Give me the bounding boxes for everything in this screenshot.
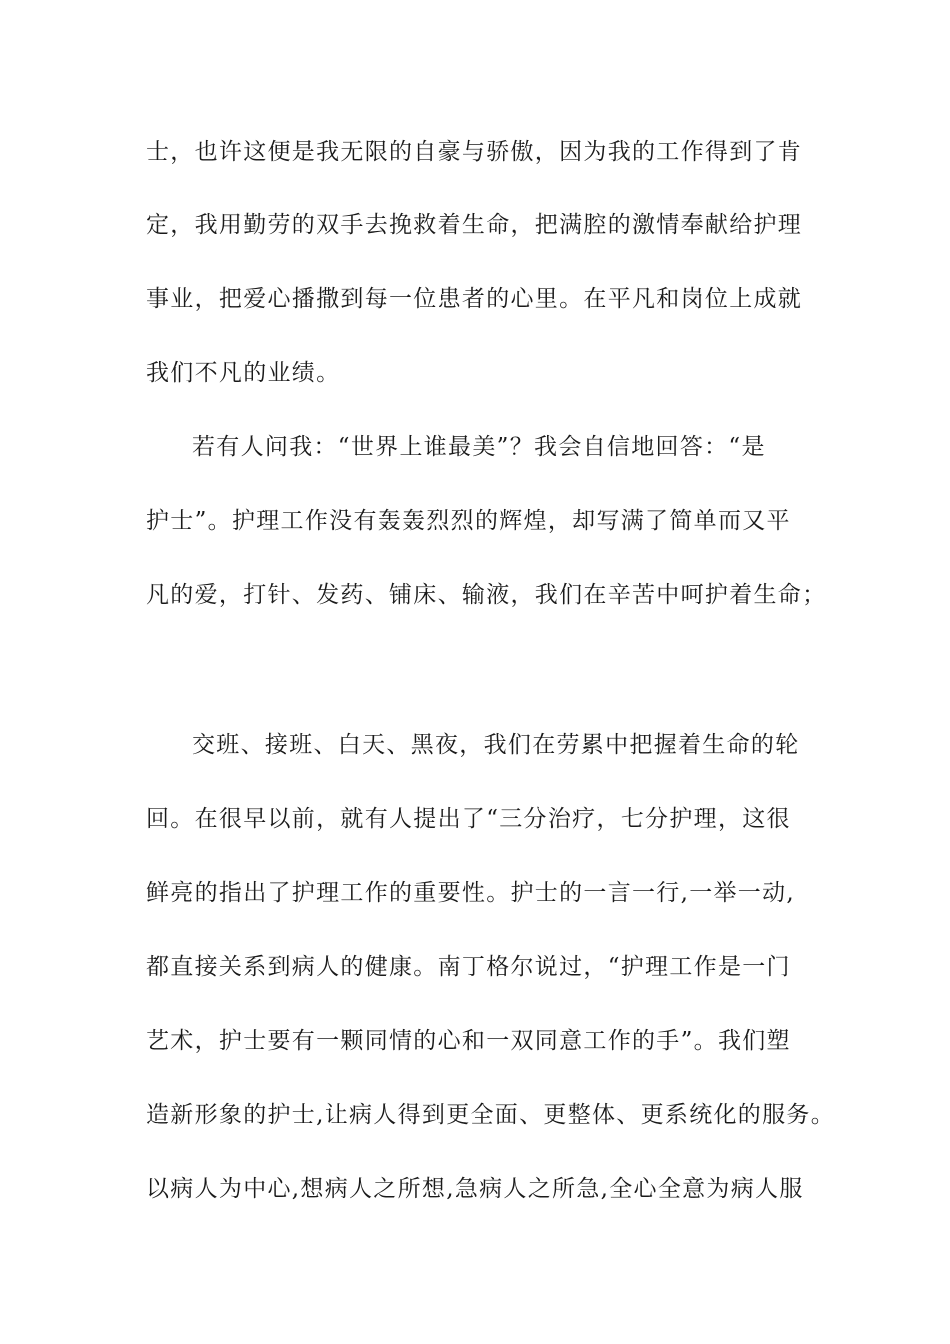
text-line: 凡的爱，打针、发药、铺床、输液，我们在辛苦中呵护着生命； (146, 582, 827, 608)
text-line: 定，我用勤劳的双手去挽救着生命，把满腔的激情奉献给护理 (146, 212, 803, 238)
text-line: 鲜亮的指出了护理工作的重要性。护士的一言一行,一举一动, (146, 880, 796, 906)
text-line: 艺术，护士要有一颗同情的心和一双同意工作的手”。我们塑 (146, 1028, 791, 1054)
text-line: 回。在很早以前，就有人提出了“三分治疗，七分护理，这很 (146, 806, 791, 832)
text-line: 都直接关系到病人的健康。南丁格尔说过，“护理工作是一门 (146, 954, 791, 980)
text-line: 造新形象的护士,让病人得到更全面、更整体、更系统化的服务。 (146, 1102, 836, 1128)
text-line: 以病人为中心,想病人之所想,急病人之所急,全心全意为病人服 (146, 1176, 804, 1202)
paragraph-start-line: 交班、接班、白天、黑夜，我们在劳累中把握着生命的轮 (192, 732, 800, 758)
text-line: 士，也许这便是我无限的自豪与骄傲，因为我的工作得到了肯 (146, 139, 803, 165)
text-line: 事业，把爱心播撒到每一位患者的心里。在平凡和岗位上成就 (146, 286, 803, 312)
text-line: 护士”。护理工作没有轰轰烈烈的辉煌，却写满了简单而又平 (146, 508, 791, 534)
paragraph-start-line: 若有人问我：“世界上谁最美”？我会自信地回答：“是 (192, 434, 766, 460)
text-line: 我们不凡的业绩。 (146, 360, 341, 386)
